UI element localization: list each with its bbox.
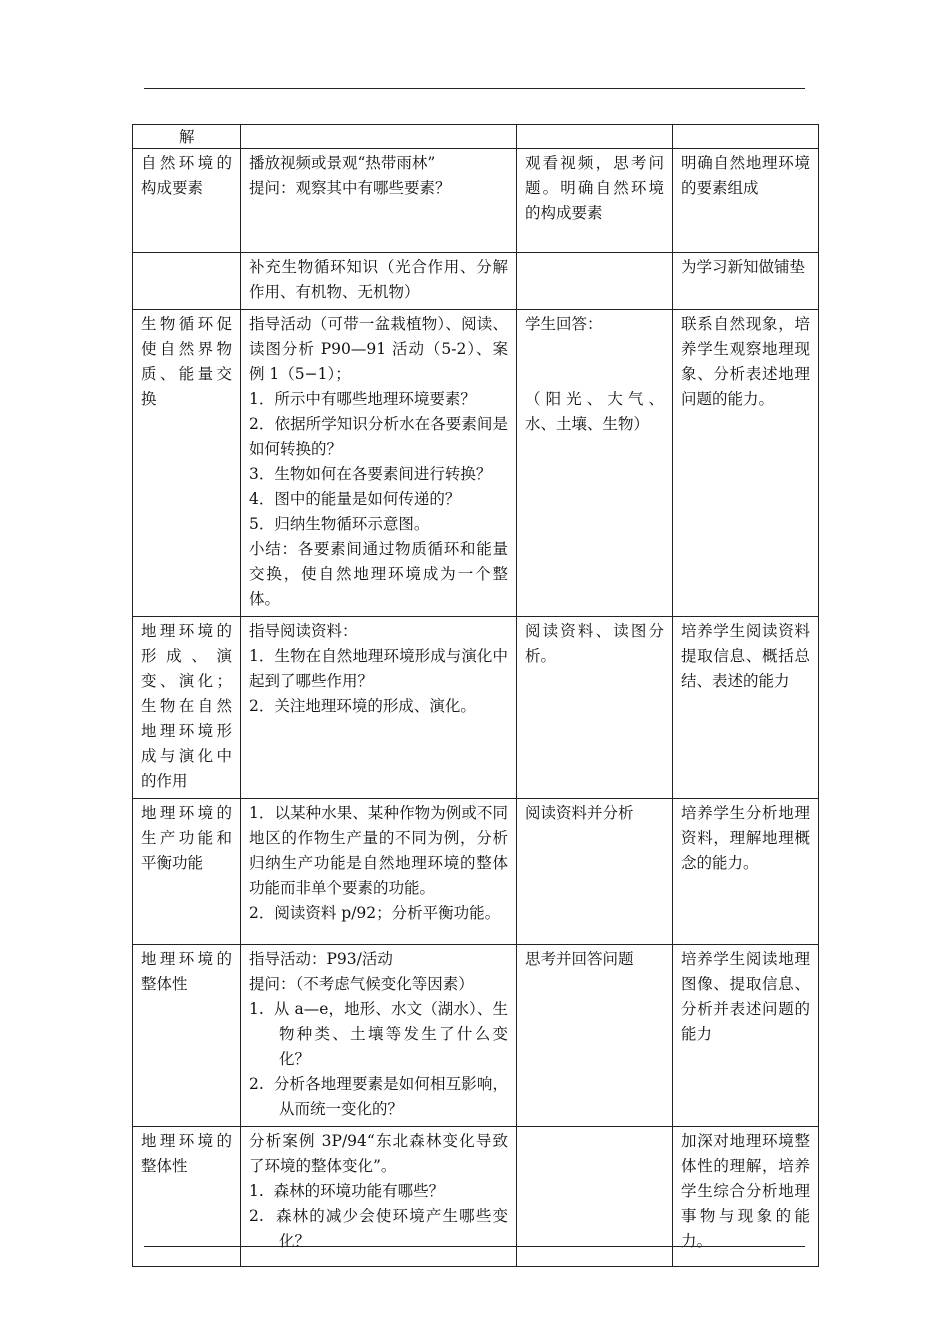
teacher-line: 提问：观察其中有哪些要素？	[249, 179, 451, 197]
teacher-line: 播放视频或景观“热带雨林”	[249, 154, 436, 172]
teacher-activity-cell: 补充生物循环知识（光合作用、分解作用、有机物、无机物）	[241, 253, 517, 310]
teacher-line: 提问：（不考虑气候变化等因素）	[249, 975, 474, 993]
header-rule	[144, 88, 805, 89]
teacher-line: 分析案例 3P/94“东北森林变化导致了环境的整体变化”。	[249, 1132, 508, 1175]
topic-cell	[133, 253, 241, 310]
design-purpose-cell: 培养学生分析地理资料，理解地理概念的能力。	[673, 799, 819, 945]
question-item: 2. 森林的减少会使环境产生哪些变化？	[249, 1207, 508, 1250]
teacher-activity-cell	[241, 310, 517, 617]
teacher-activity-cell	[241, 799, 517, 945]
student-activity-cell: 阅读资料并分析	[517, 799, 673, 945]
teacher-line: 指导活动：P93/活动	[249, 950, 393, 968]
teacher-line: 小结：各要素间通过物质循环和能量交换，使自然地理环境成为一个整体。	[249, 540, 508, 608]
table-row	[133, 310, 819, 617]
teacher-activity-cell	[241, 617, 517, 799]
student-activity-cell	[517, 310, 673, 617]
design-purpose-cell: 加深对地理环境整体性的理解，培养学生综合分析地理事物与现象的能力。	[673, 1127, 819, 1267]
topic-cell: 解	[133, 125, 241, 149]
footer-rule	[144, 1246, 805, 1247]
table-row	[133, 253, 819, 310]
teacher-line: 5．归纳生物循环示意图。	[249, 515, 430, 533]
teacher-line: 指导阅读资料：	[249, 622, 358, 640]
teacher-line: 3．生物如何在各要素间进行转换？	[249, 465, 492, 483]
design-purpose-cell: 培养学生阅读地理图像、提取信息、分析并表述问题的能力	[673, 945, 819, 1127]
table-row	[133, 617, 819, 799]
topic-cell: 地理环境的整体性	[133, 1127, 241, 1267]
teacher-line: 4．图中的能量是如何传递的？	[249, 490, 461, 508]
table-row	[133, 945, 819, 1127]
student-line: （阳光、大气、水、土壤、生物）	[525, 390, 664, 433]
design-purpose-cell: 培养学生阅读资料提取信息、概括总结、表述的能力	[673, 617, 819, 799]
question-item: 2. 分析各地理要素是如何相互影响，从而统一变化的？	[249, 1075, 508, 1118]
table-row	[133, 799, 819, 945]
student-activity-cell	[517, 253, 673, 310]
student-activity-cell	[517, 125, 673, 149]
teacher-activity-cell	[241, 125, 517, 149]
student-activity-cell: 观看视频，思考问题。明确自然环境的构成要素	[517, 149, 673, 253]
table-row	[133, 149, 819, 253]
teacher-activity-cell	[241, 149, 517, 253]
teacher-activity-cell	[241, 945, 517, 1127]
student-line: 学生回答：	[525, 315, 603, 333]
teacher-line: 1．以某种水果、某种作物为例或不同地区的作物生产量的不同为例，分析归纳生产功能是自然地理环境的整体功能而非单个要素的功能。	[249, 804, 508, 897]
design-purpose-cell: 为学习新知做铺垫	[673, 253, 819, 310]
teacher-line: 2．关注地理环境的形成、演化。	[249, 697, 476, 715]
student-activity-cell: 思考并回答问题	[517, 945, 673, 1127]
teacher-line: 2．依据所学知识分析水在各要素间是如何转换的？	[249, 415, 508, 458]
teacher-line: 2．阅读资料 p/92；分析平衡功能。	[249, 904, 501, 922]
topic-cell: 地理环境的形成、演变、演化；生物在自然地理环境形成与演化中的作用	[133, 617, 241, 799]
lesson-plan-table	[132, 124, 819, 1267]
student-activity-cell: 阅读资料、读图分析。	[517, 617, 673, 799]
topic-cell: 生物循环促使自然界物质、能量交换	[133, 310, 241, 617]
design-purpose-cell: 明确自然地理环境的要素组成	[673, 149, 819, 253]
design-purpose-cell: 联系自然现象，培养学生观察地理现象、分析表述地理问题的能力。	[673, 310, 819, 617]
question-item: 1. 从 a—e，地形、水文（湖水）、生物种类、土壤等发生了什么变化？	[249, 1000, 508, 1068]
topic-cell: 自然环境的构成要素	[133, 149, 241, 253]
question-item: 1. 森林的环境功能有哪些？	[249, 1182, 445, 1200]
teacher-line: 1．生物在自然地理环境形成与演化中起到了哪些作用？	[249, 647, 508, 690]
teacher-line: 1．所示中有哪些地理环境要素？	[249, 390, 476, 408]
topic-cell: 地理环境的整体性	[133, 945, 241, 1127]
topic-cell: 地理环境的生产功能和平衡功能	[133, 799, 241, 945]
design-purpose-cell	[673, 125, 819, 149]
table-row	[133, 125, 819, 149]
teacher-line: 指导活动（可带一盆栽植物）、阅读、读图分析 P90—91 活动（5-2）、案例 1（5−1）；	[249, 315, 508, 383]
